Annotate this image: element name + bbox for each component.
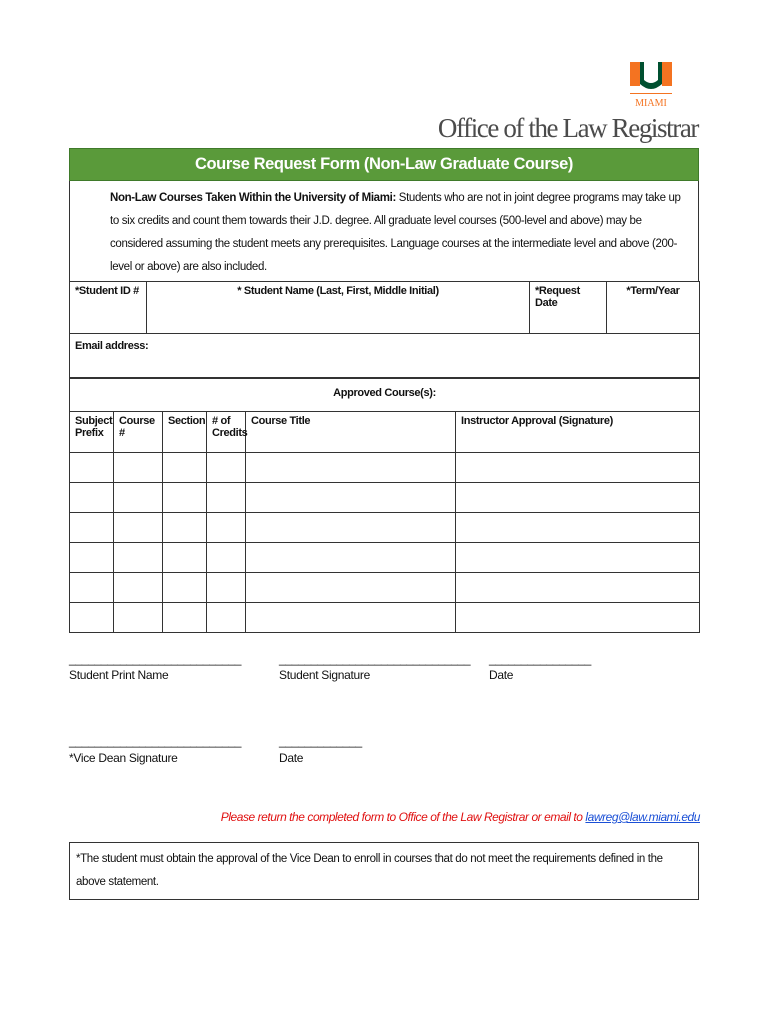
course-row	[70, 603, 700, 633]
cell-credits[interactable]	[207, 483, 246, 513]
course-row	[70, 453, 700, 483]
cell-credits[interactable]	[207, 513, 246, 543]
vice-dean-signature-label: *Vice Dean Signature	[69, 751, 178, 765]
course-row	[70, 573, 700, 603]
col-instructor-approval: Instructor Approval (Signature)	[456, 412, 700, 453]
student-id-field[interactable]	[70, 282, 147, 334]
logo-text: MIAMI	[635, 98, 667, 109]
registrar-email-link[interactable]: lawreg@law.miami.edu	[585, 810, 700, 824]
cell-course-number[interactable]	[114, 513, 163, 543]
vice-dean-signature-line[interactable]: ___________________________	[69, 734, 242, 748]
office-title: Office of the Law Registrar	[437, 113, 698, 143]
student-name-label: * Student Name (Last, First, Middle Initial)	[237, 285, 439, 297]
date-label: Date	[489, 668, 514, 682]
email-label: Email address:	[75, 340, 149, 352]
cell-section[interactable]	[163, 453, 207, 483]
col-course-number: Course #	[114, 412, 163, 453]
email-field[interactable]	[70, 334, 700, 378]
cell-course-title[interactable]	[246, 573, 456, 603]
cell-instructor-approval[interactable]	[456, 603, 700, 633]
return-text: Please return the completed form to Office of the Law Registrar or email to	[220, 810, 586, 824]
student-name-field[interactable]	[147, 282, 530, 334]
request-date-label: *Request Date	[535, 285, 580, 309]
col-section: Section	[163, 412, 207, 453]
cell-section[interactable]	[163, 573, 207, 603]
cell-subject-prefix[interactable]	[70, 573, 114, 603]
cell-course-number[interactable]	[114, 453, 163, 483]
cell-subject-prefix[interactable]	[70, 603, 114, 633]
cell-instructor-approval[interactable]	[456, 483, 700, 513]
term-year-label: *Term/Year	[626, 285, 680, 297]
vice-dean-date-label: Date	[279, 751, 304, 765]
cell-instructor-approval[interactable]	[456, 543, 700, 573]
cell-course-title[interactable]	[246, 543, 456, 573]
cell-instructor-approval[interactable]	[456, 453, 700, 483]
cell-course-number[interactable]	[114, 483, 163, 513]
cell-section[interactable]	[163, 483, 207, 513]
approved-courses-table	[69, 378, 700, 633]
student-info-table	[69, 281, 700, 378]
cell-course-title[interactable]	[246, 603, 456, 633]
cell-subject-prefix[interactable]	[70, 483, 114, 513]
cell-course-number[interactable]	[114, 543, 163, 573]
approved-courses-heading: Approved Course(s):	[70, 379, 700, 412]
cell-course-title[interactable]	[246, 483, 456, 513]
cell-section[interactable]	[163, 543, 207, 573]
student-print-name-label: Student Print Name	[69, 668, 169, 682]
cell-section[interactable]	[163, 603, 207, 633]
col-credits: # of Credits	[207, 412, 246, 453]
intro-paragraph	[69, 181, 699, 281]
intro-text: Students who are not in joint degree programs may take up to six credits and count them towards their J.D. degree. All graduate level courses (500-level and above) may be considered assuming the student meets any prerequisites. Language courses at the intermediate level and above (200-level or above) are also included.	[110, 192, 681, 273]
vice-dean-date-line[interactable]: _____________	[279, 734, 362, 748]
course-row	[70, 483, 700, 513]
cell-instructor-approval[interactable]	[456, 513, 700, 543]
form-title: Course Request Form (Non-Law Graduate Course)	[69, 148, 699, 181]
cell-credits[interactable]	[207, 453, 246, 483]
return-instructions	[221, 810, 700, 824]
intro-bold: Non-Law Courses Taken Within the University of Miami:	[110, 192, 396, 204]
student-signature-line[interactable]: ______________________________	[279, 652, 471, 666]
cell-instructor-approval[interactable]	[456, 573, 700, 603]
cell-course-number[interactable]	[114, 573, 163, 603]
cell-course-number[interactable]	[114, 603, 163, 633]
student-signature-label: Student Signature	[279, 668, 370, 682]
cell-subject-prefix[interactable]	[70, 453, 114, 483]
col-subject-prefix: Subject Prefix	[70, 412, 114, 453]
cell-course-title[interactable]	[246, 513, 456, 543]
course-request-form	[69, 148, 699, 633]
term-year-field[interactable]	[607, 282, 700, 334]
cell-subject-prefix[interactable]	[70, 543, 114, 573]
col-course-title: Course Title	[246, 412, 456, 453]
student-id-label: *Student ID #	[75, 285, 139, 297]
cell-credits[interactable]	[207, 603, 246, 633]
cell-credits[interactable]	[207, 573, 246, 603]
course-row	[70, 513, 700, 543]
date-line[interactable]: ________________	[489, 652, 591, 666]
cell-section[interactable]	[163, 513, 207, 543]
request-date-field[interactable]	[530, 282, 607, 334]
course-row	[70, 543, 700, 573]
cell-subject-prefix[interactable]	[70, 513, 114, 543]
cell-credits[interactable]	[207, 543, 246, 573]
student-print-name-line[interactable]: ___________________________	[69, 652, 242, 666]
footnote-box: *The student must obtain the approval of the Vice Dean to enroll in courses that do not meet the requirements defined in the above statement.	[69, 842, 699, 900]
university-logo	[628, 60, 674, 112]
cell-course-title[interactable]	[246, 453, 456, 483]
